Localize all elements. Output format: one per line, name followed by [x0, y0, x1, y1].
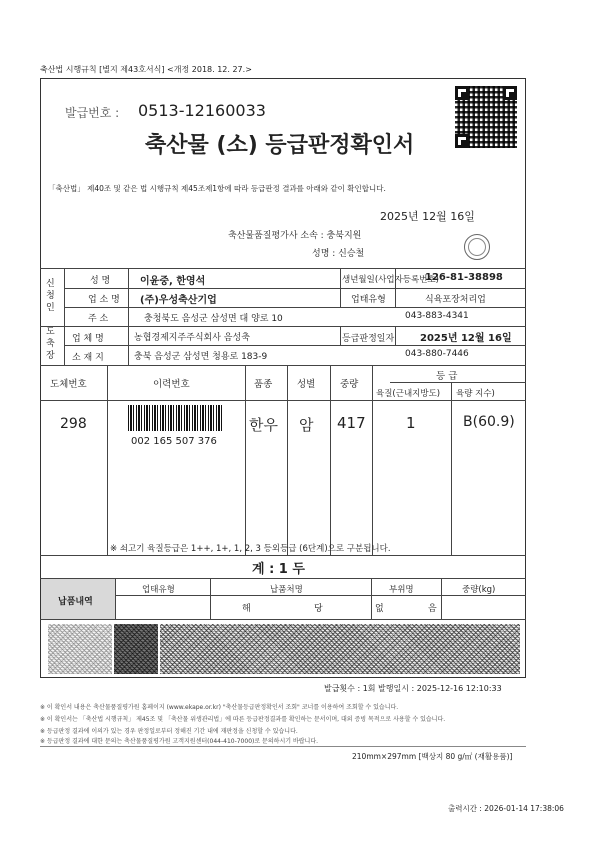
grading-date-label: 등급판정일자: [342, 334, 395, 344]
applicant-dob-label: 생년월일(사업자등록번호): [342, 275, 439, 285]
security-pattern-block: [114, 624, 158, 674]
print-time: 출력시간 : 2026-01-14 17:38:06: [448, 804, 564, 813]
issue-count-line: 발급횟수 : 1회 발행일시 : 2025-12-16 12:10:33: [324, 684, 502, 693]
intro-text: 「축산법」 제40조 및 같은 법 시행규칙 제45조제1항에 따라 등급판정 결과를 아래와 같이 확인합니다.: [48, 184, 386, 193]
total-head-count: 계 : 1 두: [252, 562, 305, 577]
trace-number-header: 이력번호: [153, 379, 190, 390]
breed-value: 한우: [249, 416, 278, 434]
slaughterhouse-address: 충북 음성군 삼성면 청용로 183-9: [134, 352, 268, 362]
yield-grade-value: B(60.9): [463, 414, 515, 430]
delivery-label: 납품내역: [58, 597, 93, 607]
grading-date: 2025년 12월 16일: [420, 333, 512, 344]
delivery-value-2: 당: [314, 604, 323, 614]
encrypted-data-code: [160, 624, 520, 674]
delivery-value-4: 음: [428, 604, 437, 614]
carcass-number: 298: [60, 416, 87, 432]
carcass-number-header: 도체번호: [50, 379, 87, 390]
barcode-icon: [128, 405, 224, 431]
breed-header: 품종: [254, 379, 273, 390]
inspector-name: 성명 : 신승철: [312, 249, 365, 259]
grade-header: 등 급: [436, 371, 458, 382]
issue-number-label: 발급번호 :: [65, 106, 120, 120]
trace-number: 002 165 507 376: [131, 436, 217, 447]
applicant-phone: 043-883-4341: [405, 311, 469, 321]
applicant-name-label: 성 명: [90, 276, 111, 286]
sex-header: 성별: [297, 379, 316, 390]
slaughterhouse-section-label: 도축장: [46, 327, 55, 361]
business-name-label: 업 소 명: [88, 295, 120, 305]
sex-value: 암: [299, 416, 314, 434]
footer-note-4: ※ 등급판정 결과에 대한 문의는 축산물품질평가원 고객지원센터(044-410-7000)로 문의하시기 바랍니다.: [40, 738, 319, 745]
location-label: 소 재 지: [72, 353, 104, 363]
form-reference: 축산법 시행규칙 [별지 제43호서식] <개정 2018. 12. 27.>: [40, 65, 252, 74]
applicant-address: 충청북도 음성군 삼성면 대 양로 10: [144, 314, 283, 324]
business-type-label: 업태유형: [351, 295, 386, 305]
company-name-label: 업 체 명: [72, 334, 104, 344]
delivery-value-1: 해: [242, 604, 251, 614]
footer-note-3: ※ 등급판정 결과에 이의가 있는 경우 판정일로부터 정해진 기간 내에 재판정을 신청할 수 있습니다.: [40, 728, 298, 735]
applicant-dob: 126-81-38898: [425, 272, 503, 283]
business-name: (주)우성축산기업: [140, 295, 217, 306]
qr-code-icon: [455, 86, 517, 148]
delivery-header-type: 업태유형: [142, 585, 175, 595]
issue-number: 0513-12160033: [138, 101, 266, 120]
applicant-name: 이윤중, 한영석: [140, 276, 206, 287]
business-type: 식육포장처리업: [425, 295, 486, 305]
slaughterhouse-phone: 043-880-7446: [405, 349, 469, 359]
weight-value: 417: [337, 414, 366, 432]
quality-grade-value: 1: [406, 414, 416, 432]
issue-date: 2025년 12월 16일: [380, 210, 475, 223]
grade-note: ※ 쇠고기 육질등급은 1++, 1+, 1, 2, 3 등외등급 (6단계)으로 구분됩니다.: [110, 544, 391, 554]
security-pattern-left: [48, 624, 112, 674]
inspector-affiliation: 축산물품질평가사 소속 : 충북지원: [228, 231, 362, 241]
applicant-section-label: 신청인: [46, 279, 55, 313]
document-title: 축산물 (소) 등급판정확인서: [145, 133, 415, 158]
address-label: 주 소: [88, 314, 109, 324]
delivery-header-part: 부위명: [389, 585, 414, 595]
yield-header: 육량 지수): [456, 389, 495, 399]
delivery-header-weight: 중량(kg): [462, 585, 496, 595]
slaughterhouse-name: 농협경제지주주식회사 음성축: [134, 333, 250, 343]
footer-note-2: ※ 이 확인서는 「축산법 시행규칙」 제45조 및 「축산물 위생관리법」에 따른 등급판정결과를 확인하는 문서이며, 대외 증빙 목적으로 사용할 수 있습니다.: [40, 716, 446, 723]
paper-spec: 210mm×297mm [백상지 80 g/㎡ (재활용품)]: [352, 752, 513, 761]
delivery-value-3: 없: [375, 604, 384, 614]
weight-header: 중량: [340, 379, 359, 390]
delivery-header-destination: 납품처명: [270, 585, 303, 595]
quality-header: 육질(근내지방도): [376, 389, 441, 399]
seal-stamp-icon: [464, 234, 490, 260]
footer-note-1: ※ 이 확인서 내용은 축산물품질평가원 홈페이지 (www.ekape.or.kr) "축산물등급판정확인서 조회" 코너를 이용하여 조회할 수 있습니다.: [40, 704, 399, 711]
